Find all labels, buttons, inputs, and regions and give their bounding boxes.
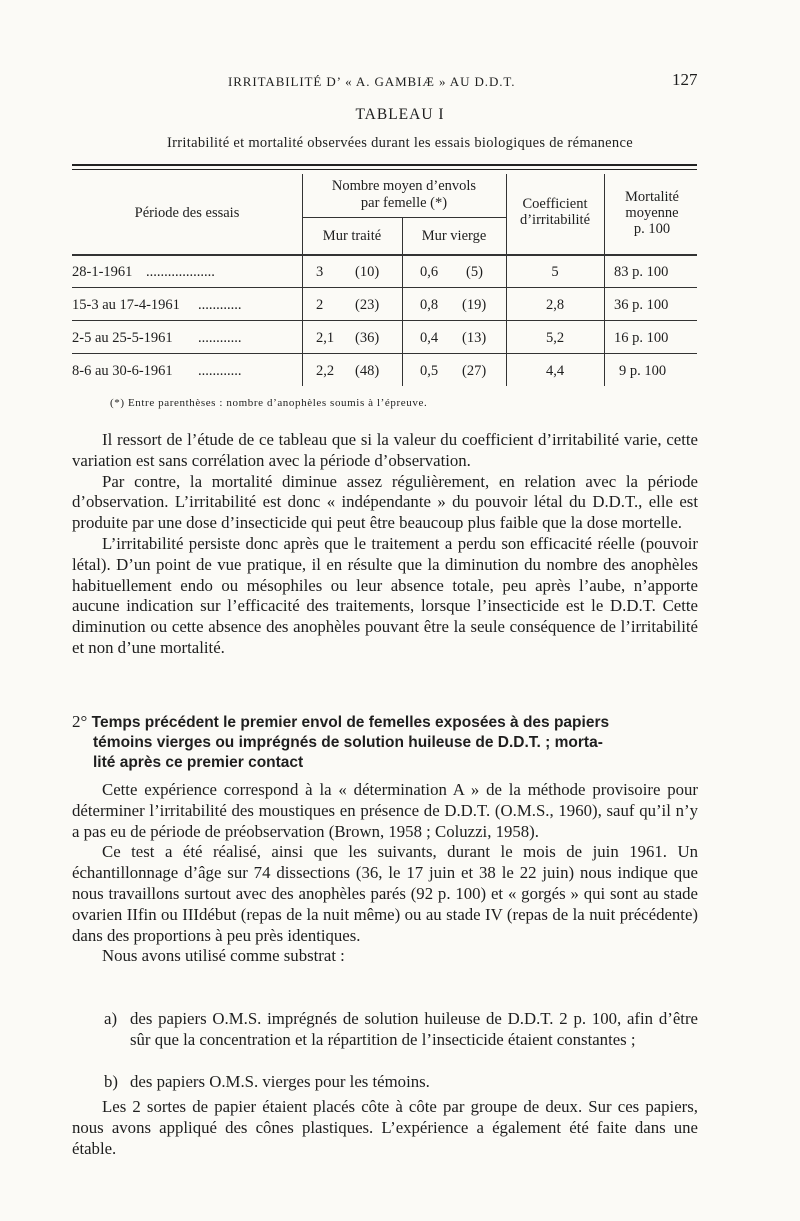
- header-mort-line2: moyenne: [625, 205, 679, 221]
- row-traite-n: (48): [355, 363, 380, 379]
- paragraph: Les 2 sortes de papier étaient placés côte à côte par groupe de deux. Sur ces papiers, nous avons appliqué des cônes plastiques. L’expérience a également été faite dans une étable.: [72, 1097, 698, 1158]
- row-traite: 2,2: [316, 363, 335, 379]
- header-envols-line2: par femelle (*): [360, 195, 448, 211]
- body-block-2: [72, 780, 698, 967]
- row-mort: 9 p. 100: [619, 363, 667, 379]
- paragraph: Cette expérience correspond à la « détermination A » de la méthode provisoire pour déterminer l’irritabilité des moustiques en présence de D.D.T. (O.M.S., 1960), sauf qu’il n’y a pas eu de période de préobservation (Brown, 1958 ; Coluzzi, 1958).: [72, 780, 698, 841]
- row-vierge: 0,4: [420, 330, 439, 346]
- row-traite-n: (36): [355, 330, 380, 346]
- body-block-1: [72, 430, 698, 659]
- paragraph: Nous avons utilisé comme substrat :: [102, 946, 345, 966]
- row-traite: 2: [316, 297, 324, 313]
- row-vierge: 0,8: [420, 297, 439, 313]
- row-traite: 3: [316, 264, 324, 280]
- paragraph: Ce test a été réalisé, ainsi que les suivants, durant le mois de juin 1961. Un échantillonnage d’âge sur 74 dissections (36, le 17 juin et 38 le 22 juin) nous indique que nous travaillons surtout avec des anophèles parés (92 p. 100) et « gorgés » qui sont au stade ovarien IIfin ou IIIdébut (repas de la nuit même) ou au stade IV (repas de la nuit précédente) dans des proportions à peu près identiques.: [72, 842, 698, 945]
- list-label: a): [104, 1009, 118, 1028]
- row-period: 8-6 au 30-6-1961: [72, 363, 173, 379]
- section-number: 2°: [72, 712, 88, 731]
- section-heading-line2: témoins vierges ou imprégnés de solution huileuse de D.D.T. ; morta-: [93, 734, 603, 751]
- header-period: Période des essais: [134, 205, 240, 221]
- row-vierge-n: (19): [462, 297, 487, 313]
- row-vierge-n: (27): [462, 363, 487, 379]
- header-envols-line1: Nombre moyen d’envols: [331, 178, 477, 194]
- running-title: IRRITABILITÉ D’ « A. GAMBIÆ » AU D.D.T.: [228, 74, 516, 89]
- row-traite-n: (10): [355, 264, 380, 280]
- row-period: 2-5 au 25-5-1961: [72, 330, 173, 346]
- row-vierge: 0,5: [420, 363, 439, 379]
- table-top-rule: [72, 164, 697, 166]
- table-subheader-rule: [302, 217, 506, 218]
- row-mort: 36 p. 100: [614, 297, 669, 313]
- row-coef: 4,4: [545, 363, 565, 379]
- row-coef: 2,8: [545, 297, 565, 313]
- section-heading-line3: lité après ce premier contact: [93, 754, 304, 771]
- table-vline: [302, 256, 303, 386]
- body-block-3: [72, 1097, 698, 1159]
- running-head: [0, 72, 800, 94]
- row-coef: 5: [551, 264, 559, 280]
- row-leader-dots: ...................: [146, 264, 215, 280]
- header-mort-line1: Mortalité: [625, 189, 679, 205]
- paragraph: L’irritabilité persiste donc après que le traitement a perdu son efficacité réelle (pouvoir létal). D’un point de vue pratique, il en résulte que la diminution du nombre des anophèles habituellement endo ou mésophiles ou leur absence totale, peu après l’aube, n’apporte aucune indication sur l’efficacité des traitements, lorsque l’insecticide est le D.D.T. Cette diminution ou cette absence des anophèles pouvant être la seule conséquence de l’irritabilité et non d’une mortalité.: [72, 533, 698, 657]
- table-vline: [506, 256, 507, 386]
- paragraph: Il ressort de l’étude de ce tableau que si la valeur du coefficient d’irritabilité varie, cette variation est sans corrélation avec la période d’observation.: [72, 430, 698, 470]
- row-traite-n: (23): [355, 297, 380, 313]
- row-vierge-n: (5): [466, 264, 483, 280]
- row-mort: 83 p. 100: [614, 264, 669, 280]
- table-title: TABLEAU I: [355, 106, 445, 123]
- header-coef-line1: Coefficient: [522, 196, 588, 212]
- row-traite: 2,1: [316, 330, 335, 346]
- row-leader-dots: ............: [198, 330, 242, 346]
- header-mur-vierge: Mur vierge: [421, 228, 487, 244]
- row-vierge-n: (13): [462, 330, 487, 346]
- paragraph: Par contre, la mortalité diminue assez régulièrement, en relation avec la période d’observation. L’irritabilité est donc « indépendante » du pouvoir létal du D.D.T., elle est produite par une dose d’insecticide qui peut être beaucoup plus faible que la dose mortelle.: [72, 471, 698, 533]
- header-mur-traite: Mur traité: [322, 228, 382, 244]
- header-coef-line2: d’irritabilité: [519, 212, 591, 228]
- header-mort-line3: p. 100: [633, 221, 671, 237]
- table-caption: Irritabilité et mortalité observées durant les essais biologiques de rémanence: [167, 135, 633, 151]
- section-heading-line1: Temps précédent le premier envol de femelles exposées à des papiers: [91, 714, 610, 731]
- list-text: des papiers O.M.S. imprégnés de solution huileuse de D.D.T. 2 p. 100, afin d’être sûr que la concentration et la répartition de l’insecticide étaient constantes ;: [130, 1009, 698, 1049]
- row-mort: 16 p. 100: [614, 330, 669, 346]
- row-period: 15-3 au 17-4-1961: [72, 297, 180, 313]
- row-coef: 5,2: [545, 330, 565, 346]
- row-period: 28-1-1961: [72, 264, 133, 280]
- list-text: des papiers O.M.S. vierges pour les témoins.: [130, 1072, 430, 1091]
- table-vline: [604, 256, 605, 386]
- table-vline: [402, 256, 403, 386]
- table-footnote: (*) Entre parenthèses : nombre d’anophèles soumis à l’épreuve.: [110, 397, 428, 409]
- list-label: b): [104, 1072, 118, 1091]
- row-vierge: 0,6: [420, 264, 439, 280]
- row-leader-dots: ............: [198, 297, 242, 313]
- section-heading: [72, 712, 704, 773]
- row-leader-dots: ............: [198, 363, 242, 379]
- page-number: 127: [672, 70, 698, 89]
- table-top-rule-thin: [72, 169, 697, 170]
